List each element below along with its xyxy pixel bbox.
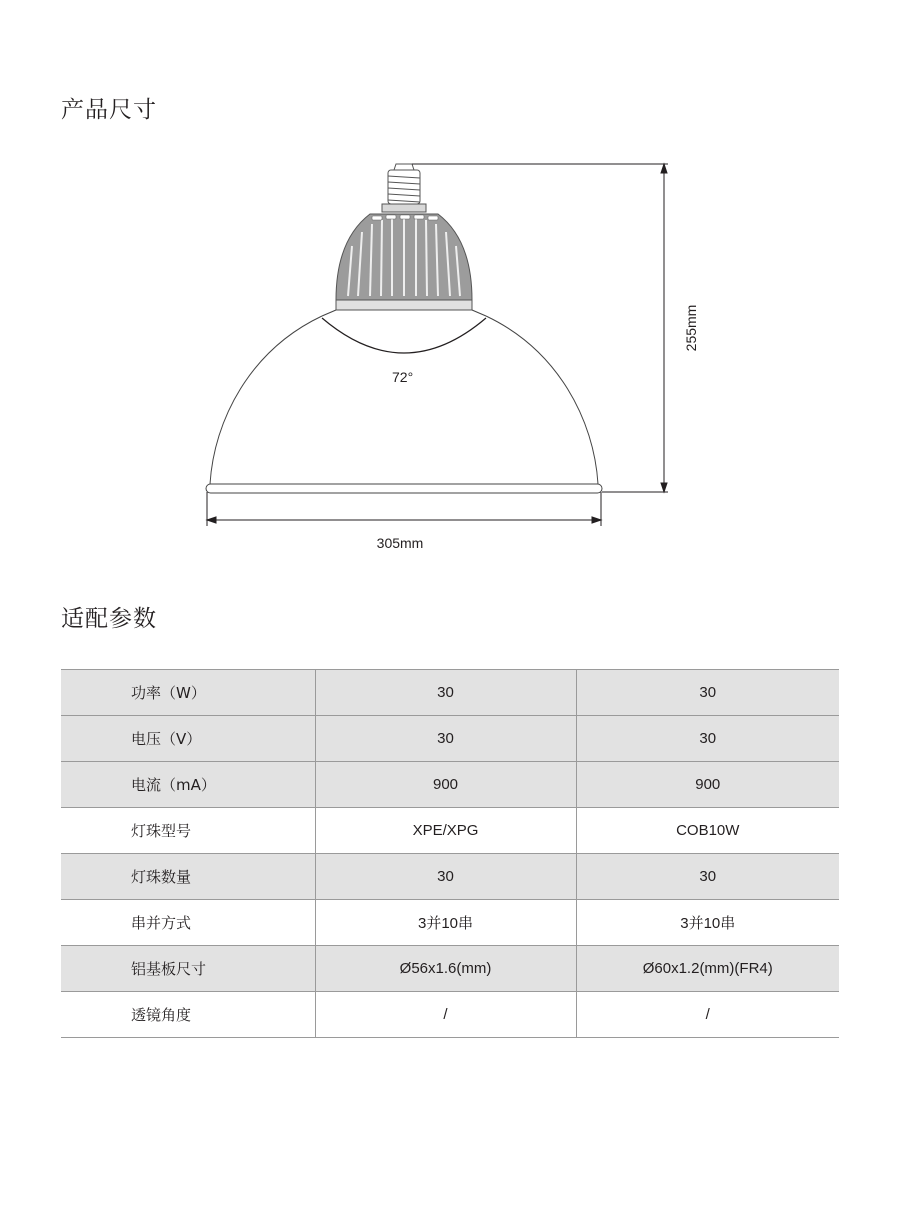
dimensions-title: 产品尺寸 <box>61 97 157 123</box>
row-label: 电压（V） <box>61 716 315 762</box>
cell-value: 30 <box>315 670 576 716</box>
cell-value: XPE/XPG <box>315 808 576 854</box>
table-row <box>61 716 839 762</box>
height-dimension <box>412 164 668 492</box>
table-row <box>61 762 839 808</box>
cell-value: 900 <box>315 762 576 808</box>
heat-sink <box>336 214 472 310</box>
params-title: 适配参数 <box>61 606 157 632</box>
spec-table <box>61 669 839 1038</box>
row-label: 灯珠数量 <box>61 854 315 900</box>
table-row <box>61 808 839 854</box>
table-row <box>61 900 839 946</box>
cell-value: 3并10串 <box>576 900 839 946</box>
cell-value: 900 <box>576 762 839 808</box>
cell-value: 3并10串 <box>315 900 576 946</box>
width-dimension <box>207 492 601 526</box>
cell-value: 30 <box>576 670 839 716</box>
angle-label: 72° <box>392 369 414 385</box>
row-label: 功率（W） <box>61 670 315 716</box>
cell-value: 30 <box>315 716 576 762</box>
row-label: 灯珠型号 <box>61 808 315 854</box>
cell-value: Ø60x1.2(mm)(FR4) <box>576 946 839 992</box>
row-label: 透镜角度 <box>61 992 315 1038</box>
cell-value: / <box>315 992 576 1038</box>
screw-base <box>382 164 426 212</box>
cell-value: 30 <box>576 854 839 900</box>
beam-angle-arc <box>322 318 486 353</box>
width-label: 305mm <box>376 535 424 551</box>
row-label: 铝基板尺寸 <box>61 946 315 992</box>
table-row <box>61 854 839 900</box>
reflector-shade <box>206 310 602 493</box>
table-row <box>61 992 839 1038</box>
cell-value: 30 <box>576 716 839 762</box>
table-row <box>61 670 839 716</box>
cell-value: 30 <box>315 854 576 900</box>
height-label: 255mm <box>683 304 699 352</box>
cell-value: COB10W <box>576 808 839 854</box>
row-label: 串并方式 <box>61 900 315 946</box>
row-label: 电流（mA） <box>61 762 315 808</box>
cell-value: / <box>576 992 839 1038</box>
lamp-dimension-drawing <box>0 0 900 600</box>
cell-value: Ø56x1.6(mm) <box>315 946 576 992</box>
table-row <box>61 946 839 992</box>
